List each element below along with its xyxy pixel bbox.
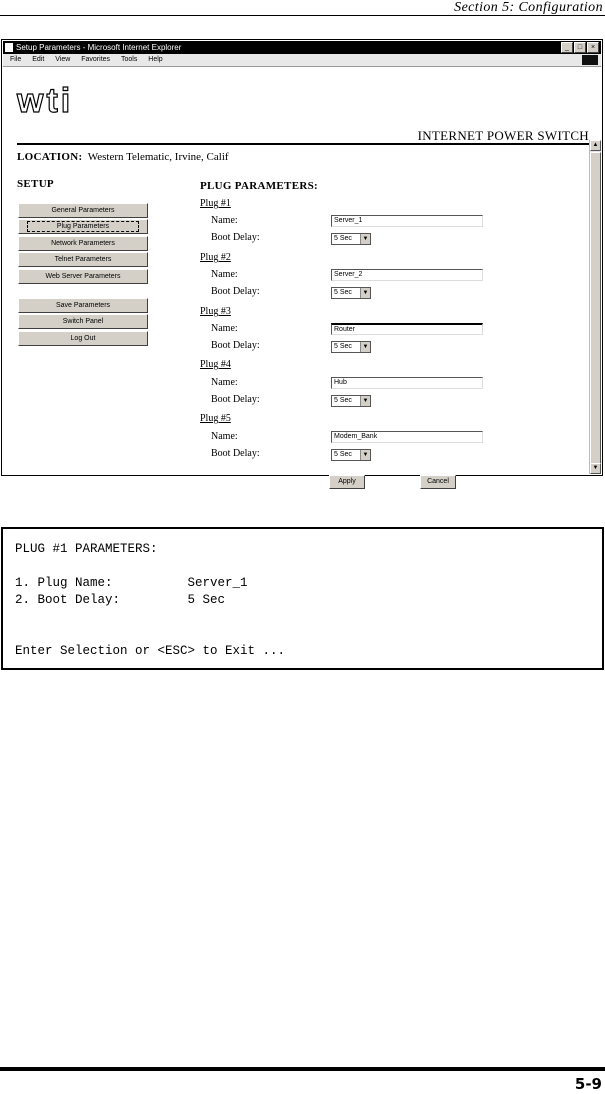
- plug-2-boot-delay-value: 5 Sec: [334, 289, 352, 296]
- plug-4-boot-delay-label: Boot Delay:: [211, 394, 260, 405]
- plug-3-boot-delay-select[interactable]: [331, 341, 371, 353]
- minimize-button[interactable]: _: [561, 42, 573, 53]
- dropdown-arrow-icon: ▼: [360, 234, 370, 244]
- plug-1-boot-delay-select[interactable]: [331, 233, 371, 245]
- terminal-title: PLUG #1 PARAMETERS:: [15, 542, 158, 556]
- menu-bar: [3, 54, 601, 67]
- log-out-button[interactable]: Log Out: [18, 331, 148, 346]
- apply-button[interactable]: Apply: [329, 475, 365, 489]
- cancel-button[interactable]: Cancel: [420, 475, 456, 489]
- dropdown-arrow-icon: ▼: [360, 396, 370, 406]
- location-label: LOCATION:: [17, 151, 83, 163]
- terminal-screen: [1, 527, 604, 670]
- plug-4-boot-delay-select[interactable]: [331, 395, 371, 407]
- window-controls: [560, 42, 599, 53]
- vertical-scrollbar[interactable]: [589, 140, 601, 474]
- plug-2-heading: Plug #2: [200, 252, 231, 263]
- plug-3-heading: Plug #3: [200, 306, 231, 317]
- document-icon: [5, 43, 13, 52]
- dropdown-arrow-icon: ▼: [360, 288, 370, 298]
- plug-2-name-field[interactable]: Server_2: [331, 269, 483, 281]
- header-rule: [17, 143, 590, 145]
- browser-title: Setup Parameters - Microsoft Internet Explorer: [16, 43, 182, 52]
- plug-1-name-field[interactable]: Server_1: [331, 215, 483, 227]
- top-rule: [0, 15, 605, 16]
- dropdown-arrow-icon: ▼: [360, 342, 370, 352]
- nav-plug-parameters-label: Plug Parameters: [29, 223, 137, 230]
- plug-4-boot-delay-value: 5 Sec: [334, 397, 352, 404]
- plug-5-heading: Plug #5: [200, 413, 231, 424]
- windows-logo-icon: [582, 55, 598, 65]
- menu-edit[interactable]: Edit: [32, 56, 45, 63]
- product-title: INTERNET POWER SWITCH: [417, 128, 589, 143]
- plug-3-boot-delay-value: 5 Sec: [334, 343, 352, 350]
- plug-4-name-label: Name:: [211, 377, 238, 388]
- terminal-line-plug-name: 1. Plug Name: Server_1: [15, 576, 248, 590]
- nav-general-parameters[interactable]: General Parameters: [18, 203, 148, 218]
- browser-window: [1, 39, 603, 485]
- plug-1-heading: Plug #1: [200, 198, 231, 209]
- wti-logo: wti: [17, 82, 74, 120]
- plug-5-name-field[interactable]: Modem_Bank: [331, 431, 483, 443]
- plug-2-name-label: Name:: [211, 269, 238, 280]
- page-content: [3, 67, 590, 485]
- plug-2-boot-delay-label: Boot Delay:: [211, 286, 260, 297]
- maximize-button[interactable]: □: [574, 42, 586, 53]
- terminal-prompt: Enter Selection or <ESC> to Exit ...: [15, 644, 286, 658]
- plug-2-boot-delay-select[interactable]: [331, 287, 371, 299]
- plug-4-heading: Plug #4: [200, 359, 231, 370]
- menu-file[interactable]: File: [10, 56, 22, 63]
- close-button[interactable]: ×: [587, 42, 599, 53]
- scroll-thumb[interactable]: [590, 152, 601, 464]
- location-value: Western Telematic, Irvine, Calif: [87, 151, 229, 163]
- plug-5-boot-delay-select[interactable]: [331, 449, 371, 461]
- plug-1-boot-delay-label: Boot Delay:: [211, 232, 260, 243]
- plug-4-name-field[interactable]: Hub: [331, 377, 483, 389]
- menu-help[interactable]: Help: [148, 56, 163, 63]
- nav-network-parameters[interactable]: Network Parameters: [18, 236, 148, 251]
- plug-3-name-field[interactable]: Router: [331, 323, 483, 335]
- terminal-line-boot-delay: 2. Boot Delay: 5 Sec: [15, 593, 226, 607]
- section-header: Section 5: Configuration: [454, 0, 603, 15]
- plug-1-boot-delay-value: 5 Sec: [334, 235, 352, 242]
- browser-title-bar: [3, 41, 601, 54]
- setup-title: SETUP: [17, 178, 54, 190]
- nav-telnet-parameters[interactable]: Telnet Parameters: [18, 252, 148, 267]
- plug-parameters-title: PLUG PARAMETERS:: [200, 180, 318, 192]
- dropdown-arrow-icon: ▼: [360, 450, 370, 460]
- plug-3-name-label: Name:: [211, 323, 238, 334]
- save-parameters-button[interactable]: Save Parameters: [18, 298, 148, 313]
- menu-favorites[interactable]: Favorites: [81, 56, 111, 63]
- bottom-rule: [0, 1067, 605, 1071]
- plug-3-boot-delay-label: Boot Delay:: [211, 340, 260, 351]
- plug-5-name-label: Name:: [211, 431, 238, 442]
- plug-1-name-label: Name:: [211, 215, 238, 226]
- location-line: [17, 151, 229, 163]
- plug-5-boot-delay-label: Boot Delay:: [211, 448, 260, 459]
- scroll-up-icon[interactable]: ▲: [590, 140, 601, 151]
- plug-5-boot-delay-value: 5 Sec: [334, 451, 352, 458]
- page-number: 5-9: [574, 1075, 602, 1093]
- nav-plug-parameters[interactable]: [18, 219, 148, 234]
- nav-web-server-parameters[interactable]: Web Server Parameters: [18, 269, 148, 284]
- switch-panel-button[interactable]: Switch Panel: [18, 314, 148, 329]
- menu-view[interactable]: View: [55, 56, 71, 63]
- menu-tools[interactable]: Tools: [121, 56, 138, 63]
- scroll-down-icon[interactable]: ▼: [590, 463, 601, 474]
